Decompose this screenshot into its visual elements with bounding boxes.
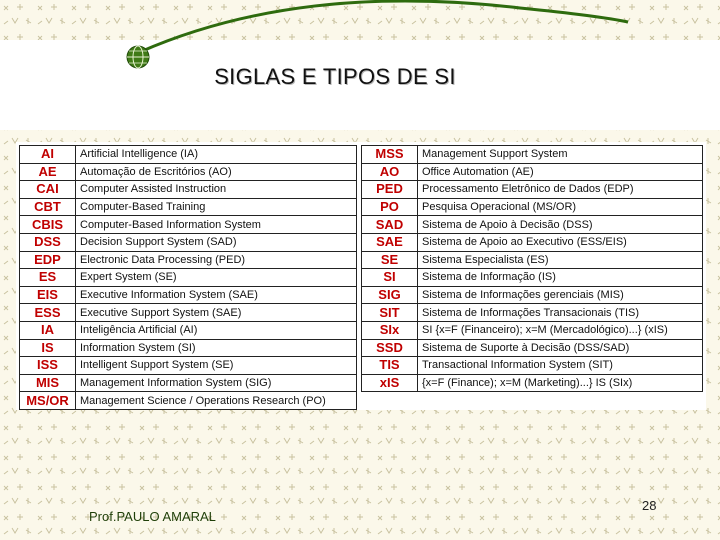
acronym-cell: SIx bbox=[362, 321, 418, 339]
acronym-cell: SIG bbox=[362, 286, 418, 304]
table-row bbox=[362, 163, 703, 181]
table-row bbox=[20, 251, 357, 269]
acronym-cell: SAE bbox=[362, 233, 418, 251]
acronym-cell: ES bbox=[20, 269, 76, 287]
acronym-cell: TIS bbox=[362, 357, 418, 375]
acronyms-table-left bbox=[19, 145, 357, 410]
acronym-cell: CAI bbox=[20, 181, 76, 199]
table-row bbox=[362, 233, 703, 251]
acronym-cell: IS bbox=[20, 339, 76, 357]
acronym-cell: AI bbox=[20, 146, 76, 164]
description-cell: Sistema de Apoio à Decisão (DSS) bbox=[418, 216, 703, 234]
description-cell: Automação de Escritórios (AO) bbox=[76, 163, 357, 181]
description-cell: Artificial Intelligence (IA) bbox=[76, 146, 357, 164]
description-cell: Information System (SI) bbox=[76, 339, 357, 357]
description-cell: Transactional Information System (SIT) bbox=[418, 357, 703, 375]
description-cell: SI {x=F (Financeiro); x=M (Mercadológico)...} (xIS) bbox=[418, 321, 703, 339]
acronym-cell: SAD bbox=[362, 216, 418, 234]
table-row bbox=[20, 304, 357, 322]
table-row bbox=[20, 286, 357, 304]
acronym-cell: EIS bbox=[20, 286, 76, 304]
table-row bbox=[362, 181, 703, 199]
description-cell: Computer-Based Training bbox=[76, 198, 357, 216]
table-row bbox=[20, 216, 357, 234]
table-row bbox=[20, 374, 357, 392]
table-row bbox=[362, 216, 703, 234]
acronym-cell: DSS bbox=[20, 233, 76, 251]
description-cell: Sistema de Informação (IS) bbox=[418, 269, 703, 287]
description-cell: Sistema Especialista (ES) bbox=[418, 251, 703, 269]
description-cell: Office Automation (AE) bbox=[418, 163, 703, 181]
acronym-cell: MIS bbox=[20, 374, 76, 392]
table-row bbox=[362, 269, 703, 287]
description-cell: Sistema de Informações gerenciais (MIS) bbox=[418, 286, 703, 304]
acronyms-table-right bbox=[361, 145, 703, 392]
description-cell: Executive Support System (SAE) bbox=[76, 304, 357, 322]
table-row bbox=[20, 339, 357, 357]
acronym-cell: CBIS bbox=[20, 216, 76, 234]
description-cell: Management Science / Operations Research (PO) bbox=[76, 392, 357, 410]
acronym-cell: SIT bbox=[362, 304, 418, 322]
table-row bbox=[362, 251, 703, 269]
description-cell: Inteligência Artificial (AI) bbox=[76, 321, 357, 339]
table-row bbox=[20, 392, 357, 410]
page-number: 28 bbox=[642, 498, 657, 513]
description-cell: Processamento Eletrônico de Dados (EDP) bbox=[418, 181, 703, 199]
description-cell: {x=F (Finance); x=M (Marketing)...} IS (SIx) bbox=[418, 374, 703, 392]
table-row bbox=[20, 181, 357, 199]
table-row bbox=[20, 321, 357, 339]
table-row bbox=[20, 198, 357, 216]
acronym-cell: MSS bbox=[362, 146, 418, 164]
table-row bbox=[362, 198, 703, 216]
table-row bbox=[362, 321, 703, 339]
acronym-cell: CBT bbox=[20, 198, 76, 216]
acronym-cell: PO bbox=[362, 198, 418, 216]
table-row bbox=[20, 357, 357, 375]
table-row bbox=[20, 269, 357, 287]
table-row bbox=[362, 374, 703, 392]
description-cell: Electronic Data Processing (PED) bbox=[76, 251, 357, 269]
acronym-cell: AO bbox=[362, 163, 418, 181]
table-row bbox=[362, 339, 703, 357]
description-cell: Sistema de Informações Transacionais (TIS) bbox=[418, 304, 703, 322]
acronym-cell: SSD bbox=[362, 339, 418, 357]
description-cell: Sistema de Apoio ao Executivo (ESS/EIS) bbox=[418, 233, 703, 251]
description-cell: Intelligent Support System (SE) bbox=[76, 357, 357, 375]
table-row bbox=[20, 163, 357, 181]
slide-title: SIGLAS E TIPOS DE SI bbox=[214, 64, 456, 89]
description-cell: Computer Assisted Instruction bbox=[76, 181, 357, 199]
acronym-cell: MS/OR bbox=[20, 392, 76, 410]
acronym-cell: xIS bbox=[362, 374, 418, 392]
acronym-cell: ISS bbox=[20, 357, 76, 375]
description-cell: Pesquisa Operacional (MS/OR) bbox=[418, 198, 703, 216]
description-cell: Executive Information System (SAE) bbox=[76, 286, 357, 304]
description-cell: Computer-Based Information System bbox=[76, 216, 357, 234]
description-cell: Management Information System (SIG) bbox=[76, 374, 357, 392]
acronym-cell: PED bbox=[362, 181, 418, 199]
table-row bbox=[362, 146, 703, 164]
description-cell: Sistema de Suporte à Decisão (DSS/SAD) bbox=[418, 339, 703, 357]
table-row bbox=[20, 146, 357, 164]
table-row bbox=[20, 233, 357, 251]
description-cell: Decision Support System (SAD) bbox=[76, 233, 357, 251]
table-row bbox=[362, 304, 703, 322]
table-row bbox=[362, 357, 703, 375]
description-cell: Expert System (SE) bbox=[76, 269, 357, 287]
acronym-cell: SI bbox=[362, 269, 418, 287]
acronym-cell: EDP bbox=[20, 251, 76, 269]
globe-icon bbox=[124, 43, 152, 71]
acronym-cell: AE bbox=[20, 163, 76, 181]
table-row bbox=[362, 286, 703, 304]
footer-author: Prof.PAULO AMARAL bbox=[89, 509, 216, 524]
acronym-cell: IA bbox=[20, 321, 76, 339]
acronym-cell: SE bbox=[362, 251, 418, 269]
acronym-cell: ESS bbox=[20, 304, 76, 322]
description-cell: Management Support System bbox=[418, 146, 703, 164]
